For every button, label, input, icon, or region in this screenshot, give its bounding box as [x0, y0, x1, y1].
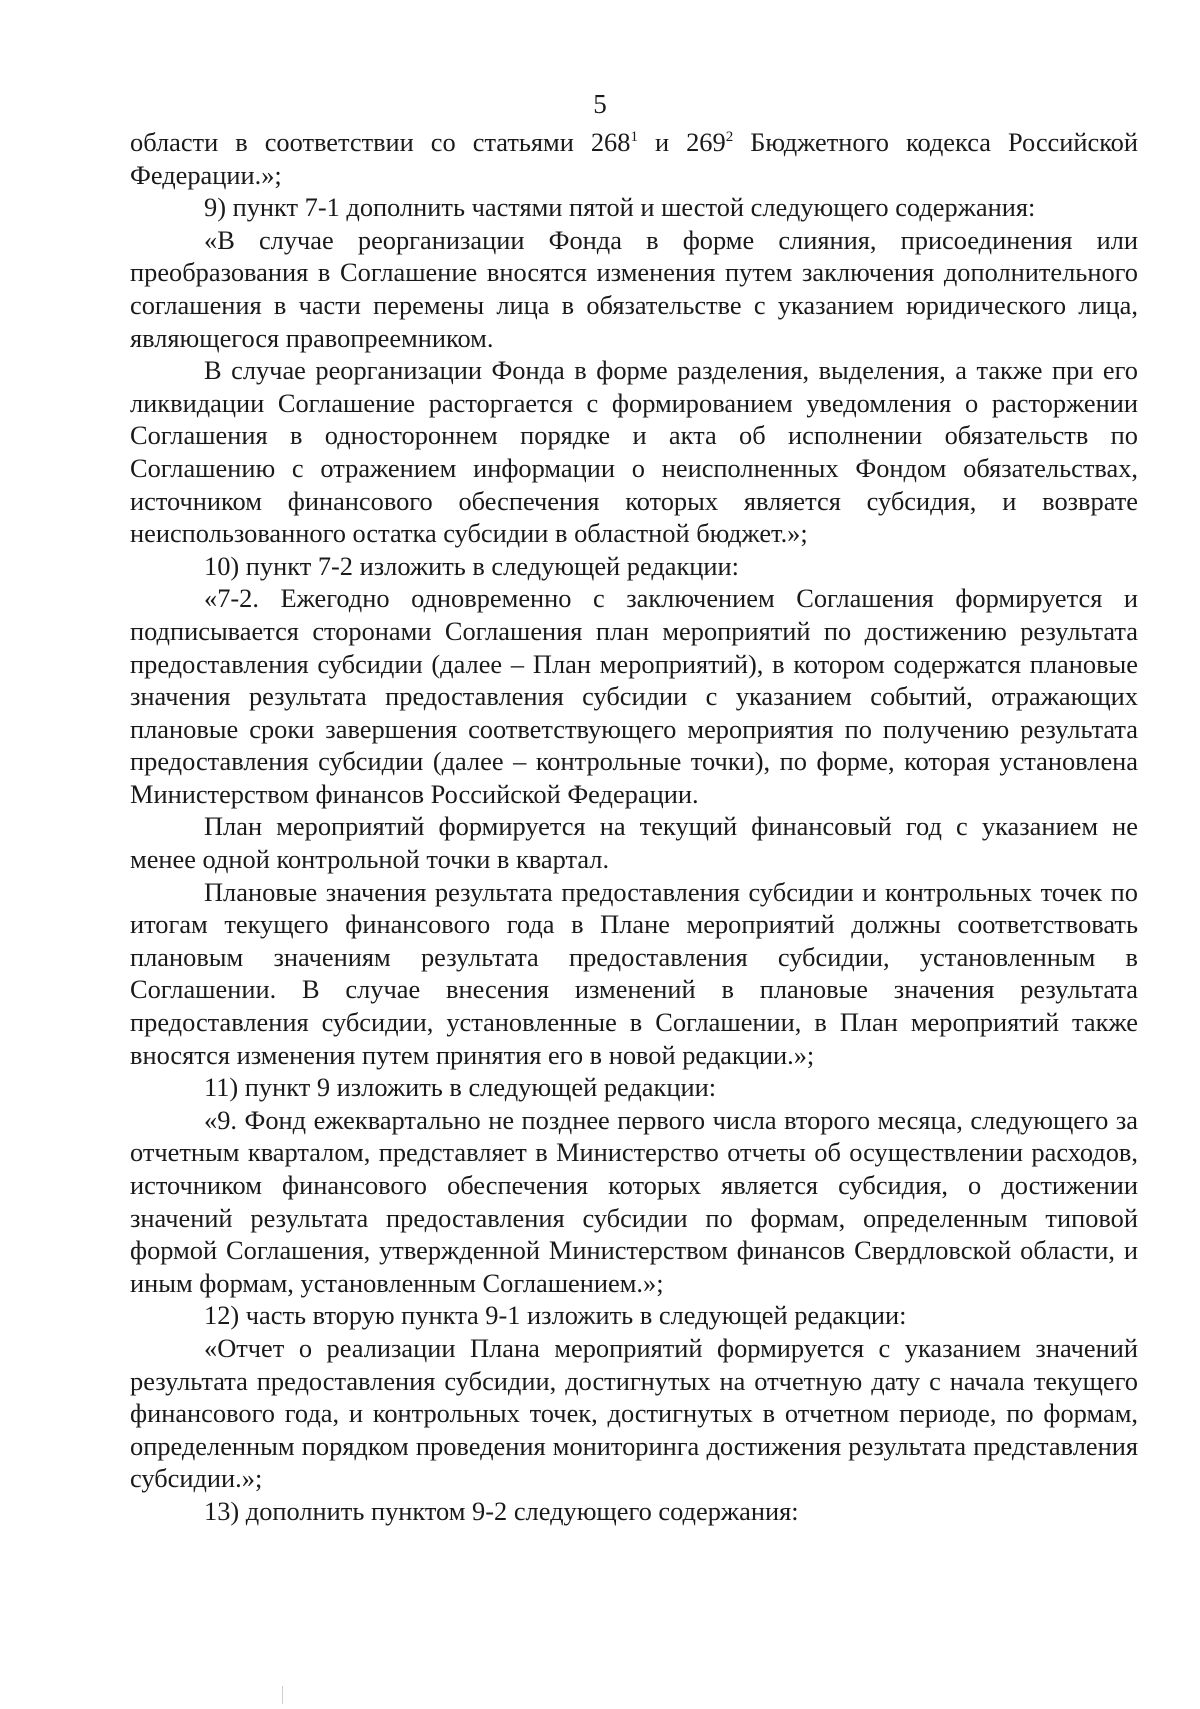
paragraph-quote-7-2: «7-2. Ежегодно одновременно с заключением Соглашения формируется и подписывается сторонами Соглашения план мероприятий по достижению результата предоставления субсидии (далее – План мероприятий), в котором содержатся плановые значения результата предоставления субсидии с указанием событий, отражающих плановые сроки завершения соответствующего мероприятия по получению результата предоставления субсидии (далее – контрольные точки), по форме, которая установлена Министерством финансов Российской Федерации.	[130, 583, 1138, 809]
paragraph-item-9: 9) пункт 7-1 дополнить частями пятой и шестой следующего содержания:	[204, 192, 1036, 223]
paragraph-plan-values: Плановые значения результата предоставления субсидии и контрольных точек по итогам текущего финансового года в Плане мероприятий должны соответствовать плановым значениям результата предоставления субсидии, установленным в Соглашении. В случае внесения изменений в плановые значения результата предоставления субсидии, установленные в Соглашении, в План мероприятий также вносятся изменения путем принятия его в новой редакции.»;	[130, 876, 1138, 1070]
paragraph-text: и 269	[637, 127, 726, 157]
superscript-2: 2	[725, 129, 734, 146]
page-number: 5	[593, 89, 607, 119]
scan-artifact	[282, 1686, 283, 1704]
paragraph-reorganization-division: В случае реорганизации Фонда в форме разделения, выделения, а также при его ликвидации Соглашение расторгается с формированием уведомления о расторжении Соглашения в одностороннем порядке и акта об исполнении обязательств по Соглашению с отражением информации о неисполненных Фондом обязательствах, источником финансового обеспечения которых является субсидия, и возврате неиспользованного остатка субсидии в областной бюджет.»;	[130, 355, 1138, 549]
paragraph-quote-reorganization-merge: «В случае реорганизации Фонда в форме слияния, присоединения или преобразования в Соглашение вносятся изменения путем заключения дополнительного соглашения в части перемены лица в обязательстве с указанием юридического лица, являющегося правопреемником.	[130, 224, 1138, 353]
paragraph-quote-9: «9. Фонд ежеквартально не позднее первого числа второго месяца, следующего за отчетным кварталом, представляет в Министерство отчеты об осуществлении расходов, источником финансового обеспечения которых является субсидия, о достижении значений результата предоставления субсидии по формам, определенным типовой формой Соглашения, утвержденной Министерством финансов Свердловской области, и иным формам, установленным Соглашением.»;	[130, 1104, 1138, 1298]
paragraph-item-11: 11) пункт 9 изложить в следующей редакции:	[204, 1072, 717, 1103]
paragraph-item-10: 10) пункт 7-2 изложить в следующей редакции:	[204, 550, 740, 581]
paragraph-plan-current-year: План мероприятий формируется на текущий финансовый год с указанием не менее одной контрольной точки в квартал.	[130, 811, 1138, 875]
paragraph-item-12: 12) часть вторую пункта 9-1 изложить в следующей редакции:	[204, 1300, 907, 1331]
paragraph-text: Бюджетного кодекса Российской Федерации.»;	[130, 127, 1139, 190]
superscript-1: 1	[630, 129, 638, 146]
paragraph-text: области в соответствии со статьями 268	[130, 127, 631, 157]
paragraph-quote-report: «Отчет о реализации Плана мероприятий формируется с указанием значений результата предоставления субсидии, достигнутых на отчетную дату с начала текущего финансового года, и контрольных точек, достигнутых в отчетном периоде, по формам, определенным порядком проведения мониторинга достижения результата представления субсидии.»;	[130, 1332, 1138, 1494]
paragraph-item-13: 13) дополнить пунктом 9-2 следующего содержания:	[204, 1495, 799, 1526]
document-body	[130, 126, 1138, 1528]
paragraph-continuation	[130, 126, 1138, 191]
